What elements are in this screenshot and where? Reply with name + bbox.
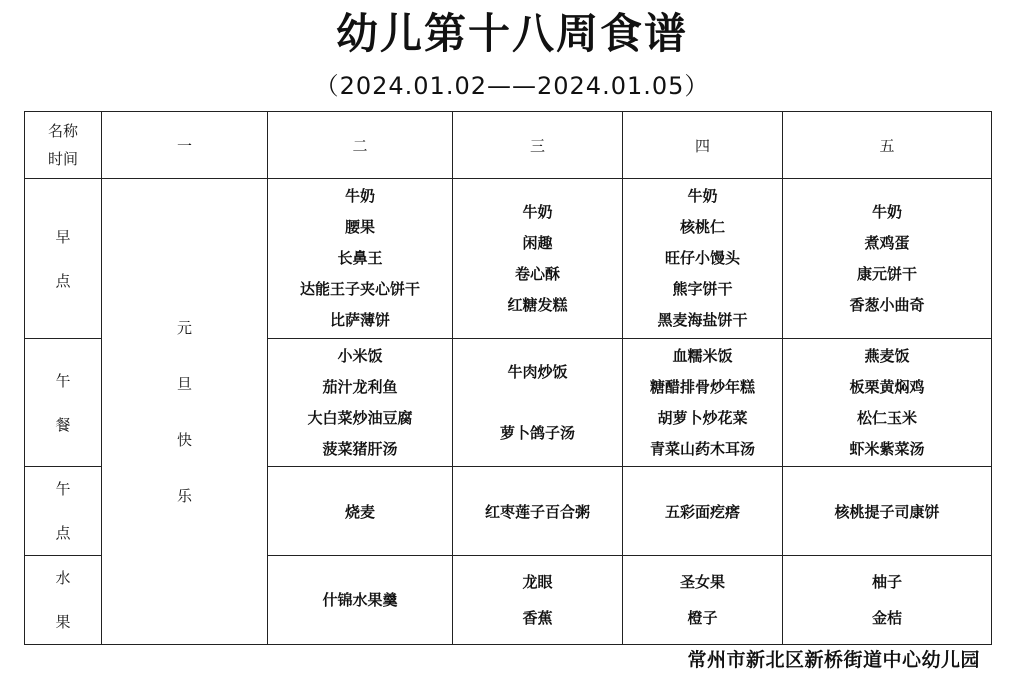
corner-time-label: 时间	[47, 150, 78, 168]
day-header-1: 一	[102, 112, 268, 179]
fruit-day-5	[783, 556, 992, 645]
menu-item: 菠菜猪肝汤	[322, 439, 398, 458]
menu-item: 胡萝卜炒花菜	[657, 408, 748, 427]
page-title: 幼儿第十八周食谱	[335, 9, 688, 58]
menu-item: 核桃仁	[679, 218, 725, 236]
fruit-day-3	[453, 556, 623, 645]
lunch-day-3	[453, 339, 623, 467]
menu-item: 长鼻王	[337, 249, 383, 267]
menu-item: 圣女果	[679, 573, 725, 591]
snack-day-3: 红枣莲子百合粥	[453, 467, 623, 556]
menu-item: 煮鸡蛋	[864, 233, 910, 252]
menu-item: 金桔	[871, 609, 902, 627]
menu-item: 牛肉炒饭	[507, 362, 568, 381]
row-label-breakfast: 早 点	[25, 179, 102, 339]
day-header-4: 四	[623, 112, 783, 179]
menu-item: 香葱小曲奇	[849, 295, 925, 314]
menu-table	[24, 111, 992, 645]
day-header-2: 二	[268, 112, 453, 179]
menu-item: 牛奶	[522, 202, 553, 221]
menu-item: 牛奶	[344, 187, 375, 205]
menu-item: 旺仔小馒头	[664, 249, 740, 267]
menu-item: 茄汁龙利鱼	[322, 377, 398, 396]
snack-day-5: 核桃提子司康饼	[783, 467, 992, 556]
breakfast-day-3	[453, 179, 623, 339]
menu-item: 牛奶	[687, 187, 718, 205]
menu-item: 青菜山药木耳汤	[649, 439, 755, 458]
corner-cell	[25, 112, 102, 179]
menu-item: 闲趣	[522, 233, 553, 252]
menu-item: 虾米紫菜汤	[849, 439, 925, 458]
row-label-fruit: 水 果	[25, 556, 102, 645]
menu-item: 红糖发糕	[507, 295, 568, 314]
lunch-day-5	[783, 339, 992, 467]
menu-item: 黑麦海盐饼干	[657, 311, 748, 329]
holiday-cell: 元 旦 快 乐	[102, 179, 268, 645]
menu-item: 什锦水果羹	[322, 591, 398, 609]
menu-item: 燕麦饭	[864, 346, 910, 365]
menu-item: 龙眼	[522, 573, 553, 591]
menu-item: 松仁玉米	[856, 408, 917, 427]
day-header-5: 五	[783, 112, 992, 179]
date-range: （2024.01.02——2024.01.05）	[314, 72, 710, 100]
menu-item: 比萨薄饼	[329, 311, 390, 329]
menu-item: 熊字饼干	[672, 280, 733, 298]
menu-item: 糖醋排骨炒年糕	[649, 377, 755, 396]
lunch-day-2	[268, 339, 453, 467]
school-name: 常州市新北区新桥街道中心幼儿园	[687, 649, 980, 671]
breakfast-row	[25, 179, 992, 339]
fruit-day-4	[623, 556, 783, 645]
menu-item: 牛奶	[871, 202, 902, 221]
menu-item: 橙子	[687, 609, 718, 627]
row-label-snack: 午 点	[25, 467, 102, 556]
menu-item: 萝卜鸽子汤	[499, 423, 575, 442]
menu-item: 血糯米饭	[672, 346, 733, 365]
breakfast-day-2	[268, 179, 453, 339]
lunch-day-4	[623, 339, 783, 467]
menu-item: 香蕉	[522, 609, 553, 627]
snack-day-4: 五彩面疙瘩	[623, 467, 783, 556]
corner-name-label: 名称	[47, 122, 78, 140]
header-row	[25, 112, 992, 179]
menu-item: 大白菜炒油豆腐	[307, 408, 413, 427]
menu-item: 柚子	[871, 573, 902, 591]
menu-item: 小米饭	[337, 346, 383, 365]
menu-item: 腰果	[344, 218, 375, 236]
menu-item: 达能王子夹心饼干	[299, 280, 420, 298]
menu-item: 板栗黄焖鸡	[849, 377, 925, 396]
breakfast-day-4	[623, 179, 783, 339]
menu-item: 卷心酥	[514, 264, 560, 283]
fruit-day-2	[268, 556, 453, 645]
day-header-3: 三	[453, 112, 623, 179]
snack-day-2: 烧麦	[268, 467, 453, 556]
breakfast-day-5	[783, 179, 992, 339]
row-label-lunch: 午 餐	[25, 339, 102, 467]
menu-item: 康元饼干	[856, 264, 917, 283]
